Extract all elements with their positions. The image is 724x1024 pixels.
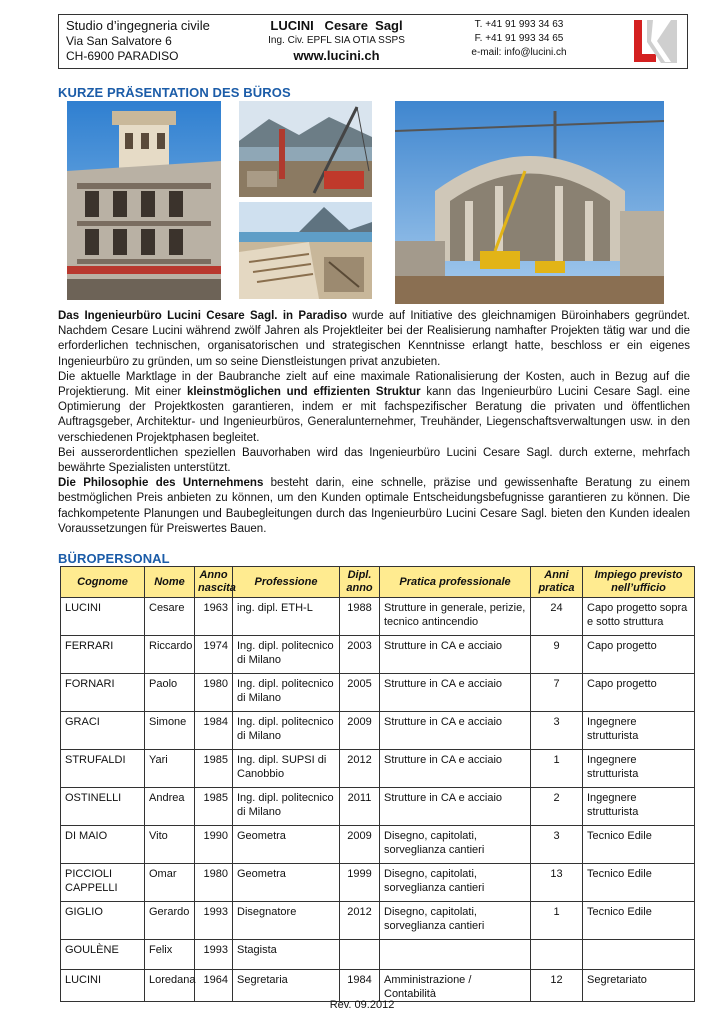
cell-dipl: 2005 xyxy=(340,674,380,712)
cell-dipl: 1988 xyxy=(340,598,380,636)
letterhead xyxy=(58,14,688,69)
cell-anni: 9 xyxy=(531,636,583,674)
cell-cognome: OSTINELLI xyxy=(61,788,145,826)
structure-bold: kleinstmöglichen und effizienten Struktur xyxy=(186,386,421,399)
cell-impiego xyxy=(583,940,695,970)
cell-nascita: 1993 xyxy=(195,902,233,940)
table-row xyxy=(61,788,695,826)
cell-cognome: PICCIOLI CAPPELLI xyxy=(61,864,145,902)
staff-table xyxy=(60,566,695,1002)
presentation-text xyxy=(58,309,690,537)
cell-anni xyxy=(531,940,583,970)
cell-dipl: 2012 xyxy=(340,902,380,940)
cell-pratica: Strutture in CA e acciaio xyxy=(380,750,531,788)
cell-anni: 1 xyxy=(531,750,583,788)
company-name: LUCINI Cesare Sagl xyxy=(270,18,403,33)
cell-nome: Riccardo xyxy=(145,636,195,674)
cell-dipl: 1999 xyxy=(340,864,380,902)
cell-professione: Segretaria xyxy=(233,970,340,1002)
company-website[interactable]: www.lucini.ch xyxy=(293,48,380,63)
cell-dipl: 2011 xyxy=(340,788,380,826)
cell-anni: 3 xyxy=(531,712,583,750)
cell-pratica xyxy=(380,940,531,970)
col-cognome: Cognome xyxy=(61,567,145,598)
staff-header-row xyxy=(61,567,695,598)
photo-dome-construction xyxy=(395,101,664,304)
cell-impiego: Capo progetto sopra e sotto struttura xyxy=(583,598,695,636)
cell-impiego: Tecnico Edile xyxy=(583,864,695,902)
office-address xyxy=(66,18,256,64)
table-row xyxy=(61,674,695,712)
cell-anni: 13 xyxy=(531,864,583,902)
cell-professione: Geometra xyxy=(233,826,340,864)
cell-professione: Ing. dipl. politecnico di Milano xyxy=(233,712,340,750)
cell-pratica: Amministrazione / Contabilità xyxy=(380,970,531,1002)
cell-nome: Omar xyxy=(145,864,195,902)
cell-pratica: Strutture in CA e acciaio xyxy=(380,788,531,826)
cell-nome: Felix xyxy=(145,940,195,970)
cell-professione: Ing. dipl. politecnico di Milano xyxy=(233,788,340,826)
cell-pratica: Disegno, capitolati, sorveglianza cantieri xyxy=(380,902,531,940)
photo-crane-lake xyxy=(239,101,372,197)
cell-impiego: Segretariato xyxy=(583,970,695,1002)
cell-nascita: 1990 xyxy=(195,826,233,864)
fax-number: F. +41 91 993 34 65 xyxy=(474,33,564,44)
cell-professione: ing. dipl. ETH-L xyxy=(233,598,340,636)
cell-dipl: 2009 xyxy=(340,826,380,864)
cell-nome: Yari xyxy=(145,750,195,788)
cell-impiego: Ingegnere strutturista xyxy=(583,750,695,788)
cell-anni: 24 xyxy=(531,598,583,636)
cell-professione: Geometra xyxy=(233,864,340,902)
table-row xyxy=(61,826,695,864)
cell-pratica: Strutture in CA e acciaio xyxy=(380,674,531,712)
intro-paragraph-3: Bei ausserordentlichen speziellen Bauvorhaben wird das Ingenieurbüro Lucini Cesare Sagl. durch externe, mehrfach bewährte Spezialisten unterstützt. xyxy=(58,446,690,475)
cell-professione: Disegnatore xyxy=(233,902,340,940)
cell-nascita: 1985 xyxy=(195,750,233,788)
contact-block xyxy=(454,18,584,60)
cell-cognome: STRUFALDI xyxy=(61,750,145,788)
cell-cognome: DI MAIO xyxy=(61,826,145,864)
cell-dipl xyxy=(340,940,380,970)
cell-cognome: FORNARI xyxy=(61,674,145,712)
cell-impiego: Tecnico Edile xyxy=(583,902,695,940)
cell-anni: 1 xyxy=(531,902,583,940)
intro-paragraph-1 xyxy=(58,309,690,370)
phone-number: T. +41 91 993 34 63 xyxy=(474,19,564,30)
office-city: CH-6900 PARADISO xyxy=(66,49,179,63)
cell-pratica: Disegno, capitolati, sorveglianza cantieri xyxy=(380,864,531,902)
cell-cognome: LUCINI xyxy=(61,970,145,1002)
col-dipl-anno: Dipl. anno xyxy=(340,567,380,598)
cell-nascita: 1963 xyxy=(195,598,233,636)
cell-pratica: Disegno, capitolati, sorveglianza cantieri xyxy=(380,826,531,864)
office-street: Via San Salvatore 6 xyxy=(66,34,172,48)
revision-footer: Rev. 09.2012 xyxy=(329,999,395,1011)
cell-cognome: LUCINI xyxy=(61,598,145,636)
cell-anni: 3 xyxy=(531,826,583,864)
presentation-heading: KURZE PRÄSENTATION DES BÜROS xyxy=(58,85,291,100)
cell-professione: Ing. dipl. SUPSI di Canobbio xyxy=(233,750,340,788)
table-row xyxy=(61,940,695,970)
cell-cognome: FERRARI xyxy=(61,636,145,674)
cell-nome: Gerardo xyxy=(145,902,195,940)
cell-impiego: Tecnico Edile xyxy=(583,826,695,864)
cell-nome: Cesare xyxy=(145,598,195,636)
email-address[interactable]: e-mail: info@lucini.ch xyxy=(471,47,567,58)
cell-nascita: 1974 xyxy=(195,636,233,674)
cell-dipl: 2012 xyxy=(340,750,380,788)
col-impiego: Impiego previsto nell’ufficio xyxy=(583,567,695,598)
photo-tower-building xyxy=(67,101,221,300)
cell-dipl: 1984 xyxy=(340,970,380,1002)
col-anno-nascita: Anno nascita xyxy=(195,567,233,598)
col-nome: Nome xyxy=(145,567,195,598)
cell-cognome: GRACI xyxy=(61,712,145,750)
intro-text-4: besteht darin, eine schnelle, präzise und gewissenhafte Beratung zu einem bestmöglichen Preis anbieten zu können, um den Kunden optimale Entscheidungsbefugnisse garantieren zu können. Die fachkompetente Planungen und Baubegleitungen durch das Ingenieurbüro Lucini Cesare Sagl. bieten den Kunden idealen Voraussetzungen für Preiswertes Bauen. xyxy=(58,477,691,535)
cell-professione: Stagista xyxy=(233,940,340,970)
table-row xyxy=(61,970,695,1002)
intro-paragraph-4 xyxy=(58,476,690,537)
table-row xyxy=(61,902,695,940)
cell-dipl: 2003 xyxy=(340,636,380,674)
table-row xyxy=(61,712,695,750)
company-logo xyxy=(631,18,679,65)
table-row xyxy=(61,598,695,636)
cell-impiego: Ingegnere strutturista xyxy=(583,712,695,750)
cell-cognome: GIGLIO xyxy=(61,902,145,940)
col-pratica: Pratica professionale xyxy=(380,567,531,598)
col-professione: Professione xyxy=(233,567,340,598)
cell-anni: 12 xyxy=(531,970,583,1002)
company-intro-bold: Das Ingenieurbüro Lucini Cesare Sagl. in Paradiso xyxy=(58,310,347,322)
table-row xyxy=(61,750,695,788)
cell-nome: Simone xyxy=(145,712,195,750)
photo-site-stairs xyxy=(239,202,372,299)
office-name: Studio d’ingegneria civile xyxy=(66,18,210,33)
cell-nome: Paolo xyxy=(145,674,195,712)
intro-text-2b: kann das Ingenieurbüro Lucini Cesare Sagl. eine Optimierung der Projektkosten garantieren, indem er mit fachspezifischer Beratung die privaten und öffentlichen Auftragsgeber, Architektur- und Ingenieurbüros, Generalunternehmer, Treuhänder, Liegenschaftsverwaltungen usw. in den verschiedenen Projektphasen begleitet. xyxy=(58,386,690,444)
company-credentials: Ing. Civ. EPFL SIA OTIA SSPS xyxy=(268,35,405,46)
cell-anni: 7 xyxy=(531,674,583,712)
cell-pratica: Strutture in generale, perizie, tecnico antincendio xyxy=(380,598,531,636)
cell-cognome: GOULÈNE xyxy=(61,940,145,970)
cell-pratica: Strutture in CA e acciaio xyxy=(380,712,531,750)
company-block xyxy=(254,18,419,64)
col-anni-pratica: Anni pratica xyxy=(531,567,583,598)
cell-nome: Loredana xyxy=(145,970,195,1002)
intro-text-1: wurde auf Initiative des gleichnamigen Büroinhabers gegründet. Nachdem Cesare Lucini während zwölf Jahren als Projektleiter bei der Realisierung namhafter Projekten tätig war und die erforderlichen technischen, organisatorischen und strategischen Kenntnisse erlangt hatte, beschloss er ein eigenes Ingenieurbüro zu gründen, um so seine Dienstleistungen privat anzubieten. xyxy=(58,310,690,368)
cell-anni: 2 xyxy=(531,788,583,826)
cell-impiego: Capo progetto xyxy=(583,674,695,712)
cell-nascita: 1980 xyxy=(195,864,233,902)
cell-dipl: 2009 xyxy=(340,712,380,750)
table-row xyxy=(61,636,695,674)
staff-heading: BÜROPERSONAL xyxy=(58,551,170,566)
cell-nascita: 1984 xyxy=(195,712,233,750)
table-row xyxy=(61,864,695,902)
cell-professione: Ing. dipl. politecnico di Milano xyxy=(233,636,340,674)
cell-impiego: Capo progetto xyxy=(583,636,695,674)
cell-nascita: 1985 xyxy=(195,788,233,826)
intro-paragraph-2 xyxy=(58,370,690,446)
intro-text-2a: Die aktuelle Marktlage in der Baubranche zielt auf eine maximale Rationalisierung der Kosten, auch in Bezug auf die Projektierung. Mit einer xyxy=(58,370,690,399)
cell-nascita: 1980 xyxy=(195,674,233,712)
cell-nascita: 1993 xyxy=(195,940,233,970)
philosophy-bold: Die Philosophie des Unternehmens xyxy=(58,477,264,490)
cell-nome: Vito xyxy=(145,826,195,864)
cell-nome: Andrea xyxy=(145,788,195,826)
cell-professione: Ing. dipl. politecnico di Milano xyxy=(233,674,340,712)
cell-nascita: 1964 xyxy=(195,970,233,1002)
cell-pratica: Strutture in CA e acciaio xyxy=(380,636,531,674)
cell-impiego: Ingegnere strutturista xyxy=(583,788,695,826)
